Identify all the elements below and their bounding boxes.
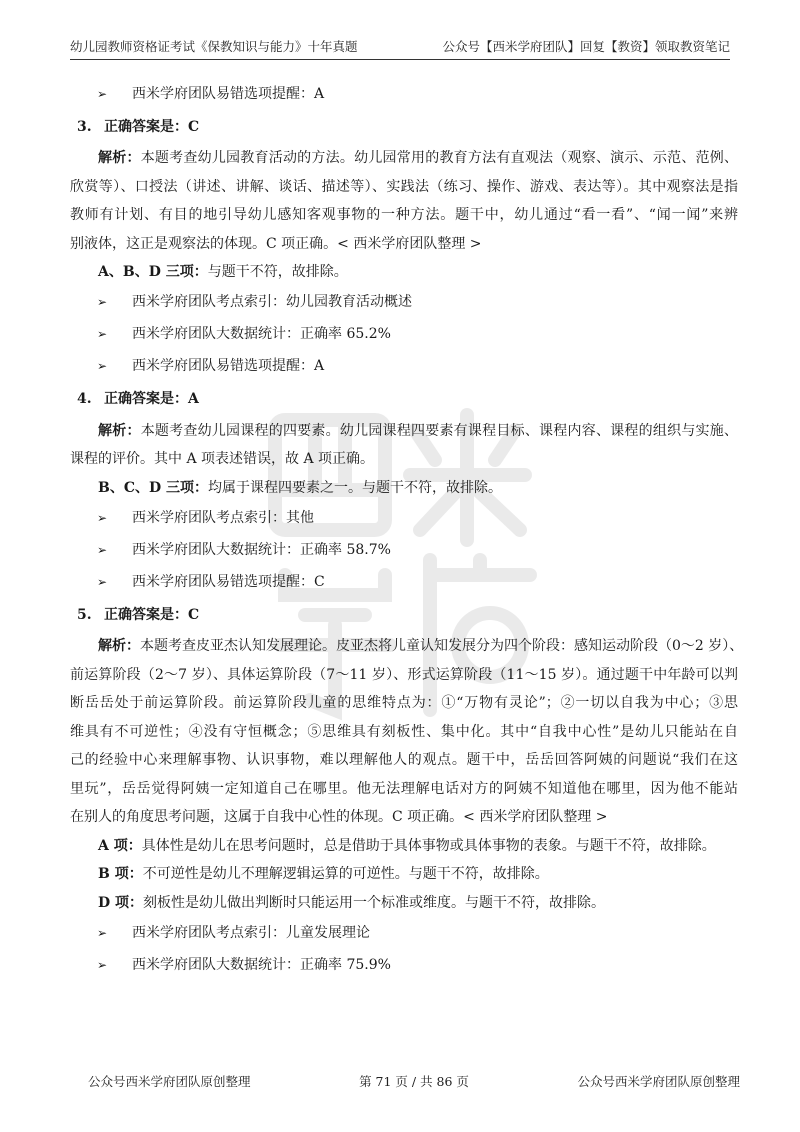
q4-list-item: ➢ 西米学府团队大数据统计：正确率 58.7% bbox=[70, 534, 738, 566]
arrow-bullet-icon: ➢ bbox=[97, 327, 108, 342]
q5-list-item: ➢ 西米学府团队考点索引：儿童发展理论 bbox=[70, 917, 738, 949]
q5-option-b: B 项：不可逆性是幼儿不理解逻辑运算的可逆性。与题干不符，故排除。 bbox=[98, 866, 549, 882]
q5-analysis-line: 在别人的角度思考问题，这属于自我中心性的体现。C 项正确。< 西米学府团队整理 > bbox=[70, 809, 608, 825]
footer-left: 公众号西米学府团队原创整理 bbox=[88, 1074, 251, 1089]
q3-list-item: ➢ 西米学府团队大数据统计：正确率 65.2% bbox=[70, 319, 738, 351]
arrow-bullet-icon: ➢ bbox=[97, 574, 108, 589]
q5-list-item: ➢ 西米学府团队大数据统计：正确率 75.9% bbox=[70, 949, 738, 981]
arrow-bullet-icon: ➢ bbox=[97, 510, 108, 525]
q4-list-item: ➢ 西米学府团队考点索引：其他 bbox=[70, 502, 738, 534]
q4-analysis-line: 课程的评价。其中 A 项表述错误，故 A 项正确。 bbox=[70, 451, 375, 467]
arrow-bullet-icon: ➢ bbox=[97, 295, 108, 310]
q5-answer-heading: 5. 正确答案是：C bbox=[77, 606, 200, 623]
q5-analysis-line: 断岳岳处于前运算阶段。前运算阶段儿童的思维特点为：①“万物有灵论”；②一切以自我为中心；③思 bbox=[70, 695, 738, 711]
q5-option-d: D 项：刻板性是幼儿做出判断时只能运用一个标准或维度。与题干不符，故排除。 bbox=[98, 894, 606, 911]
q4-analysis-line: 解析：本题考查幼儿园课程的四要素。幼儿园课程四要素有课程目标、课程内容、课程的组织与实施、 bbox=[98, 422, 739, 439]
page-header bbox=[70, 30, 730, 60]
q3-other-options: A、B、D 三项：与题干不符，故排除。 bbox=[98, 264, 348, 280]
page-number: 第 71 页 / 共 86 页 bbox=[359, 1074, 469, 1089]
q4-answer-heading: 4. 正确答案是：A bbox=[77, 391, 199, 408]
arrow-bullet-icon: ➢ bbox=[97, 957, 108, 972]
header-left: 幼儿园教师资格证考试《保教知识与能力》十年真题 bbox=[70, 39, 358, 54]
footer-right: 公众号西米学府团队原创整理 bbox=[577, 1074, 740, 1089]
top-list-item: ➢ 西米学府团队易错选项提醒：A bbox=[70, 78, 738, 110]
q3-analysis-line: 别液体，这正是观察法的体现。C 项正确。< 西米学府团队整理 > bbox=[70, 235, 482, 252]
q4-other-options: B、C、D 三项：均属于课程四要素之一。与题干不符，故排除。 bbox=[98, 479, 502, 496]
q4-list-item: ➢ 西米学府团队易错选项提醒：C bbox=[70, 566, 738, 598]
q5-analysis-line: 前运算阶段（2～7 岁）、具体运算阶段（7～11 岁）、形式运算阶段（11～15 岁）。通过题干中年龄可以判 bbox=[70, 666, 738, 683]
header-right: 公众号【西米学府团队】回复【教资】领取教资笔记 bbox=[442, 39, 730, 54]
q3-analysis-line: 欣赏等）、口授法（讲述、讲解、谈话、描述等）、实践法（练习、操作、游戏、表达等）。其中观察法是指 bbox=[70, 178, 738, 195]
q5-analysis-line: 己的经验中心来理解事物、认识事物，难以理解他人的观点。题干中，岳岳回答阿姨的问题说“我们在这 bbox=[70, 752, 738, 768]
q3-list-item: ➢ 西米学府团队易错选项提醒：A bbox=[70, 351, 738, 383]
q3-analysis-line: 解析：本题考查幼儿园教育活动的方法。幼儿园常用的教育方法有直观法（观察、演示、示范、范例、 bbox=[98, 150, 739, 166]
arrow-bullet-icon: ➢ bbox=[97, 925, 108, 940]
q5-analysis-line: 解析：本题考查皮亚杰认知发展理论。皮亚杰将儿童认知发展分为四个阶段：感知运动阶段（0～2 岁）、 bbox=[98, 638, 744, 654]
q5-option-a: A 项：具体性是幼儿在思考问题时，总是借助于具体事物或具体事物的表象。与题干不符，故排除。 bbox=[98, 837, 716, 854]
q3-list-item: ➢ 西米学府团队考点索引：幼儿园教育活动概述 bbox=[70, 287, 738, 319]
q3-answer-heading: 3. 正确答案是：C bbox=[77, 118, 200, 135]
arrow-bullet-icon: ➢ bbox=[97, 359, 108, 374]
arrow-bullet-icon: ➢ bbox=[97, 542, 108, 557]
q3-analysis-line: 教师有计划、有目的地引导幼儿感知客观事物的一种方法。题干中，幼儿通过“看一看”、“闻一闻”来辨 bbox=[70, 207, 738, 223]
page-footer bbox=[88, 1072, 740, 1090]
q5-analysis-line: 维具有不可逆性；④没有守恒概念；⑤思维具有刻板性、集中化。其中“自我中心性”是幼儿只能站在自 bbox=[70, 723, 738, 740]
q5-analysis-line: 里玩”，岳岳觉得阿姨一定知道自己在哪里。他无法理解电话对方的阿姨不知道他在哪里，因为他不能站 bbox=[70, 780, 738, 797]
arrow-bullet-icon: ➢ bbox=[97, 86, 108, 101]
